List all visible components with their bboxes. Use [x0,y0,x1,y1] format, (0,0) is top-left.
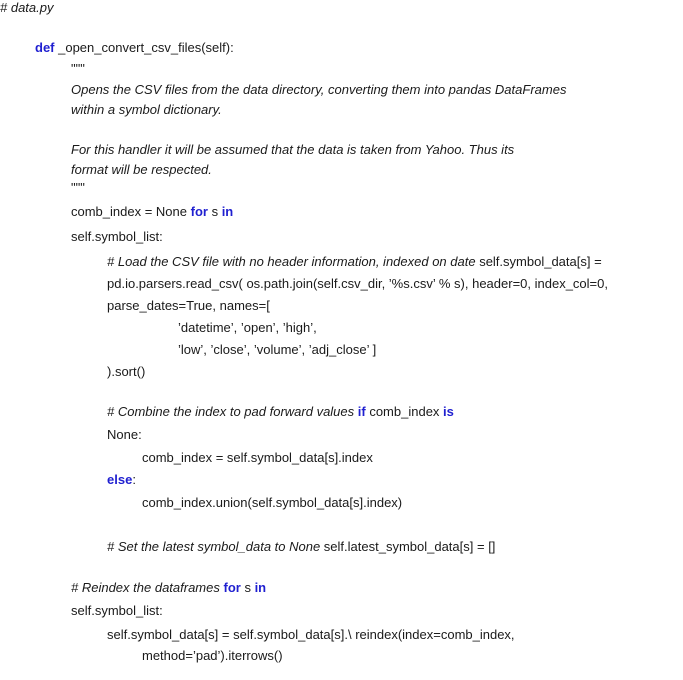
def-keyword: def [35,40,55,55]
method-pad-line: method=’pad’).iterrows() [142,648,283,663]
combine-mid: comb_index [365,404,444,419]
read-csv-line: pd.io.parsers.read_csv( os.path.join(self.csv_dir, ’%s.csv’ % s), header=0, index_col=0, [107,276,608,291]
reindex-comment: # Reindex the dataframes [71,580,224,595]
comb-assign-line: comb_index = self.symbol_data[s].index [142,450,373,465]
docstring-close: """ [71,180,85,195]
for-keyword: for [190,204,208,219]
load-line [107,254,602,270]
def-line [35,40,234,56]
docstring-line-3: For this handler it will be assumed that the data is taken from Yahoo. Thus its [71,142,515,157]
comb-index-text: comb_index = None [71,204,191,219]
in-keyword: in [221,204,234,219]
latest-comment: # Set the latest symbol_data to None [107,539,321,554]
symbol-list-line-2: self.symbol_list: [71,603,163,618]
comb-index-line [71,204,233,220]
none-line: None: [107,427,142,442]
for-keyword-2: for [223,580,241,595]
latest-line [107,539,495,555]
reindex-comment-line [71,580,266,596]
symbol-list-line: self.symbol_list: [71,229,163,244]
sort-line: ).sort() [107,364,146,379]
loop-var: s [207,204,222,219]
parse-dates-line: parse_dates=True, names=[ [107,298,270,313]
combine-comment-line [107,404,454,420]
latest-code: self.latest_symbol_data[s] = [] [320,539,496,554]
names-line-2: ’low’, ’close’, ’volume’, ’adj_close’ ] [178,342,377,357]
filename-comment: # data.py [0,0,54,15]
is-keyword: is [443,404,454,419]
function-signature: _open_convert_csv_files(self): [54,40,234,55]
combine-comment: # Combine the index to pad forward values [107,404,358,419]
if-keyword: if [357,404,366,419]
docstring-line-2: within a symbol dictionary. [71,102,222,117]
docstring-line-4: format will be respected. [71,162,212,177]
reindex-code-line: self.symbol_data[s] = self.symbol_data[s].\ reindex(index=comb_index, [107,627,515,642]
else-line [107,472,136,488]
load-code: self.symbol_data[s] = [475,254,602,269]
else-colon: : [132,472,136,487]
comb-union-line: comb_index.union(self.symbol_data[s].index) [142,495,403,510]
load-comment: # Load the CSV file with no header information, indexed on date [107,254,476,269]
loop-var-2: s [240,580,255,595]
docstring-open: """ [71,61,85,76]
else-keyword: else [107,472,133,487]
in-keyword-2: in [254,580,267,595]
names-line-1: ’datetime’, ’open’, ’high’, [178,320,317,335]
docstring-line-1: Opens the CSV files from the data directory, converting them into pandas DataFrames [71,82,567,97]
